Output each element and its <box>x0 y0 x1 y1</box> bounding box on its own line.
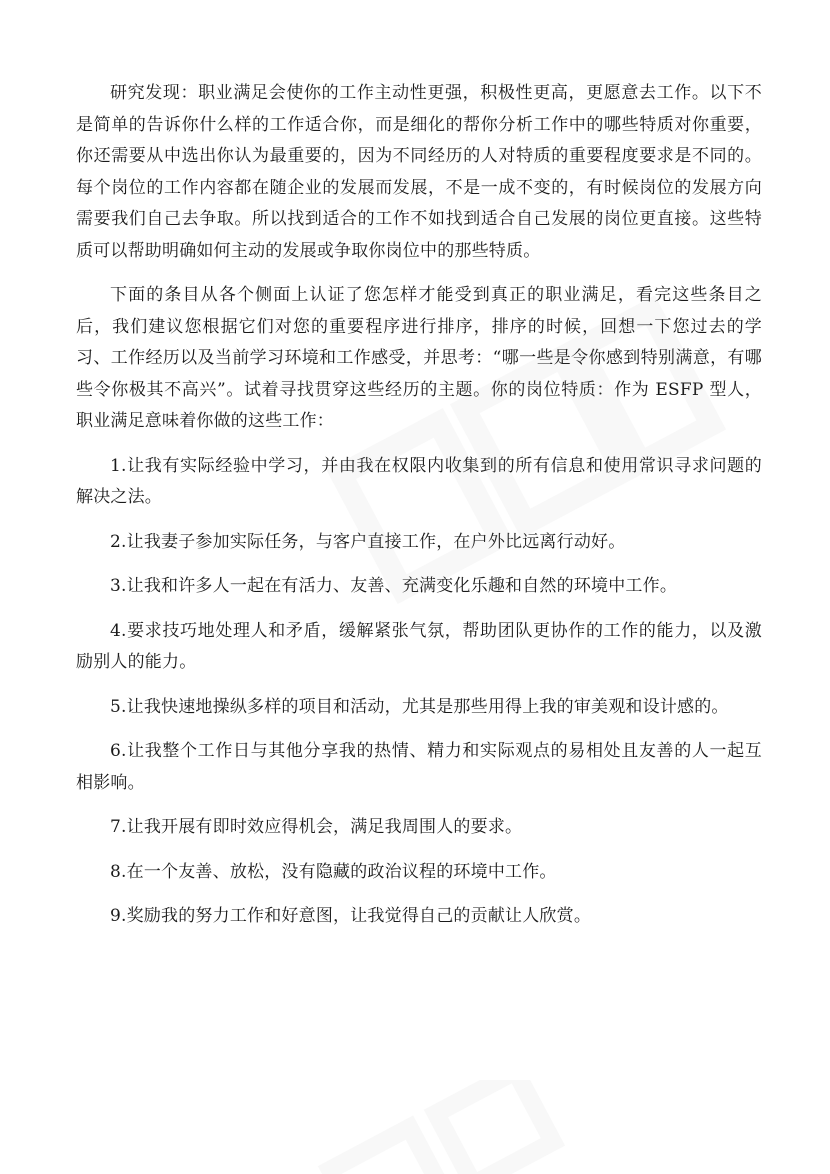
list-item: 8.在一个友善、放松，没有隐藏的政治议程的环境中工作。 <box>110 861 557 882</box>
watermark-fragment <box>300 1080 600 1174</box>
list-item: 2.让我妻子参加实际任务，与客户直接工作，在户外比远离行动好。 <box>110 531 626 552</box>
list-item: 6.让我整个工作日与其他分享我的热情、精力和实际观点的易相处且友善的人一起互相影响。 <box>76 741 762 793</box>
career-satisfaction-list <box>76 451 762 933</box>
list-item: 4.要求技巧地处理人和矛盾，缓解紧张气氛，帮助团队更协作的工作的能力，以及激励别人的能力。 <box>76 620 762 672</box>
list-item: 5.让我快速地操纵多样的项目和活动，尤其是那些用得上我的审美观和设计感的。 <box>110 696 729 717</box>
list-item: 3.让我和许多人一起在有活力、友善、充满变化乐趣和自然的环境中工作。 <box>110 576 678 596</box>
list-item: 1.让我有实际经验中学习，并由我在权限内收集到的所有信息和使用常识寻求问题的解决之法。 <box>76 455 762 507</box>
list-item: 7.让我开展有即时效应得机会，满足我周围人的要求。 <box>110 817 523 837</box>
list-item: 9.奖励我的努力工作和好意图，让我觉得自己的贡献让人欣赏。 <box>110 906 592 926</box>
guidance-paragraph: 下面的条目从各个侧面上认证了您怎样才能受到真正的职业满足，看完这些条目之后，我们建议您根据它们对您的重要程序进行排序，排序的时候，回想一下您过去的学习、工作经历以及当前学习环境和工作感受，并思考：“哪一些是令你感到特别满意，有哪些令你极其不高兴”。试着寻找贯穿这些经历的主题。你的岗位特质：作为 ESFP 型人，职业满足意味着你做的这些工作： <box>76 285 762 431</box>
intro-paragraph: 研究发现：职业满足会使你的工作主动性更强，积极性更高，更愿意去工作。以下不是简单的告诉你什么样的工作适合你，而是细化的帮你分析工作中的哪些特质对你重要，你还需要从中选出你认为最重要的，因为不同经历的人对特质的重要程度要求是不同的。每个岗位的工作内容都在随企业的发展而发展，不是一成不变的，有时候岗位的发展方向需要我们自己去争取。所以找到适合的工作不如找到适合自己发展的岗位更直接。这些特质可以帮助明确如何主动的发展或争取你岗位中的那些特质。 <box>76 83 762 261</box>
